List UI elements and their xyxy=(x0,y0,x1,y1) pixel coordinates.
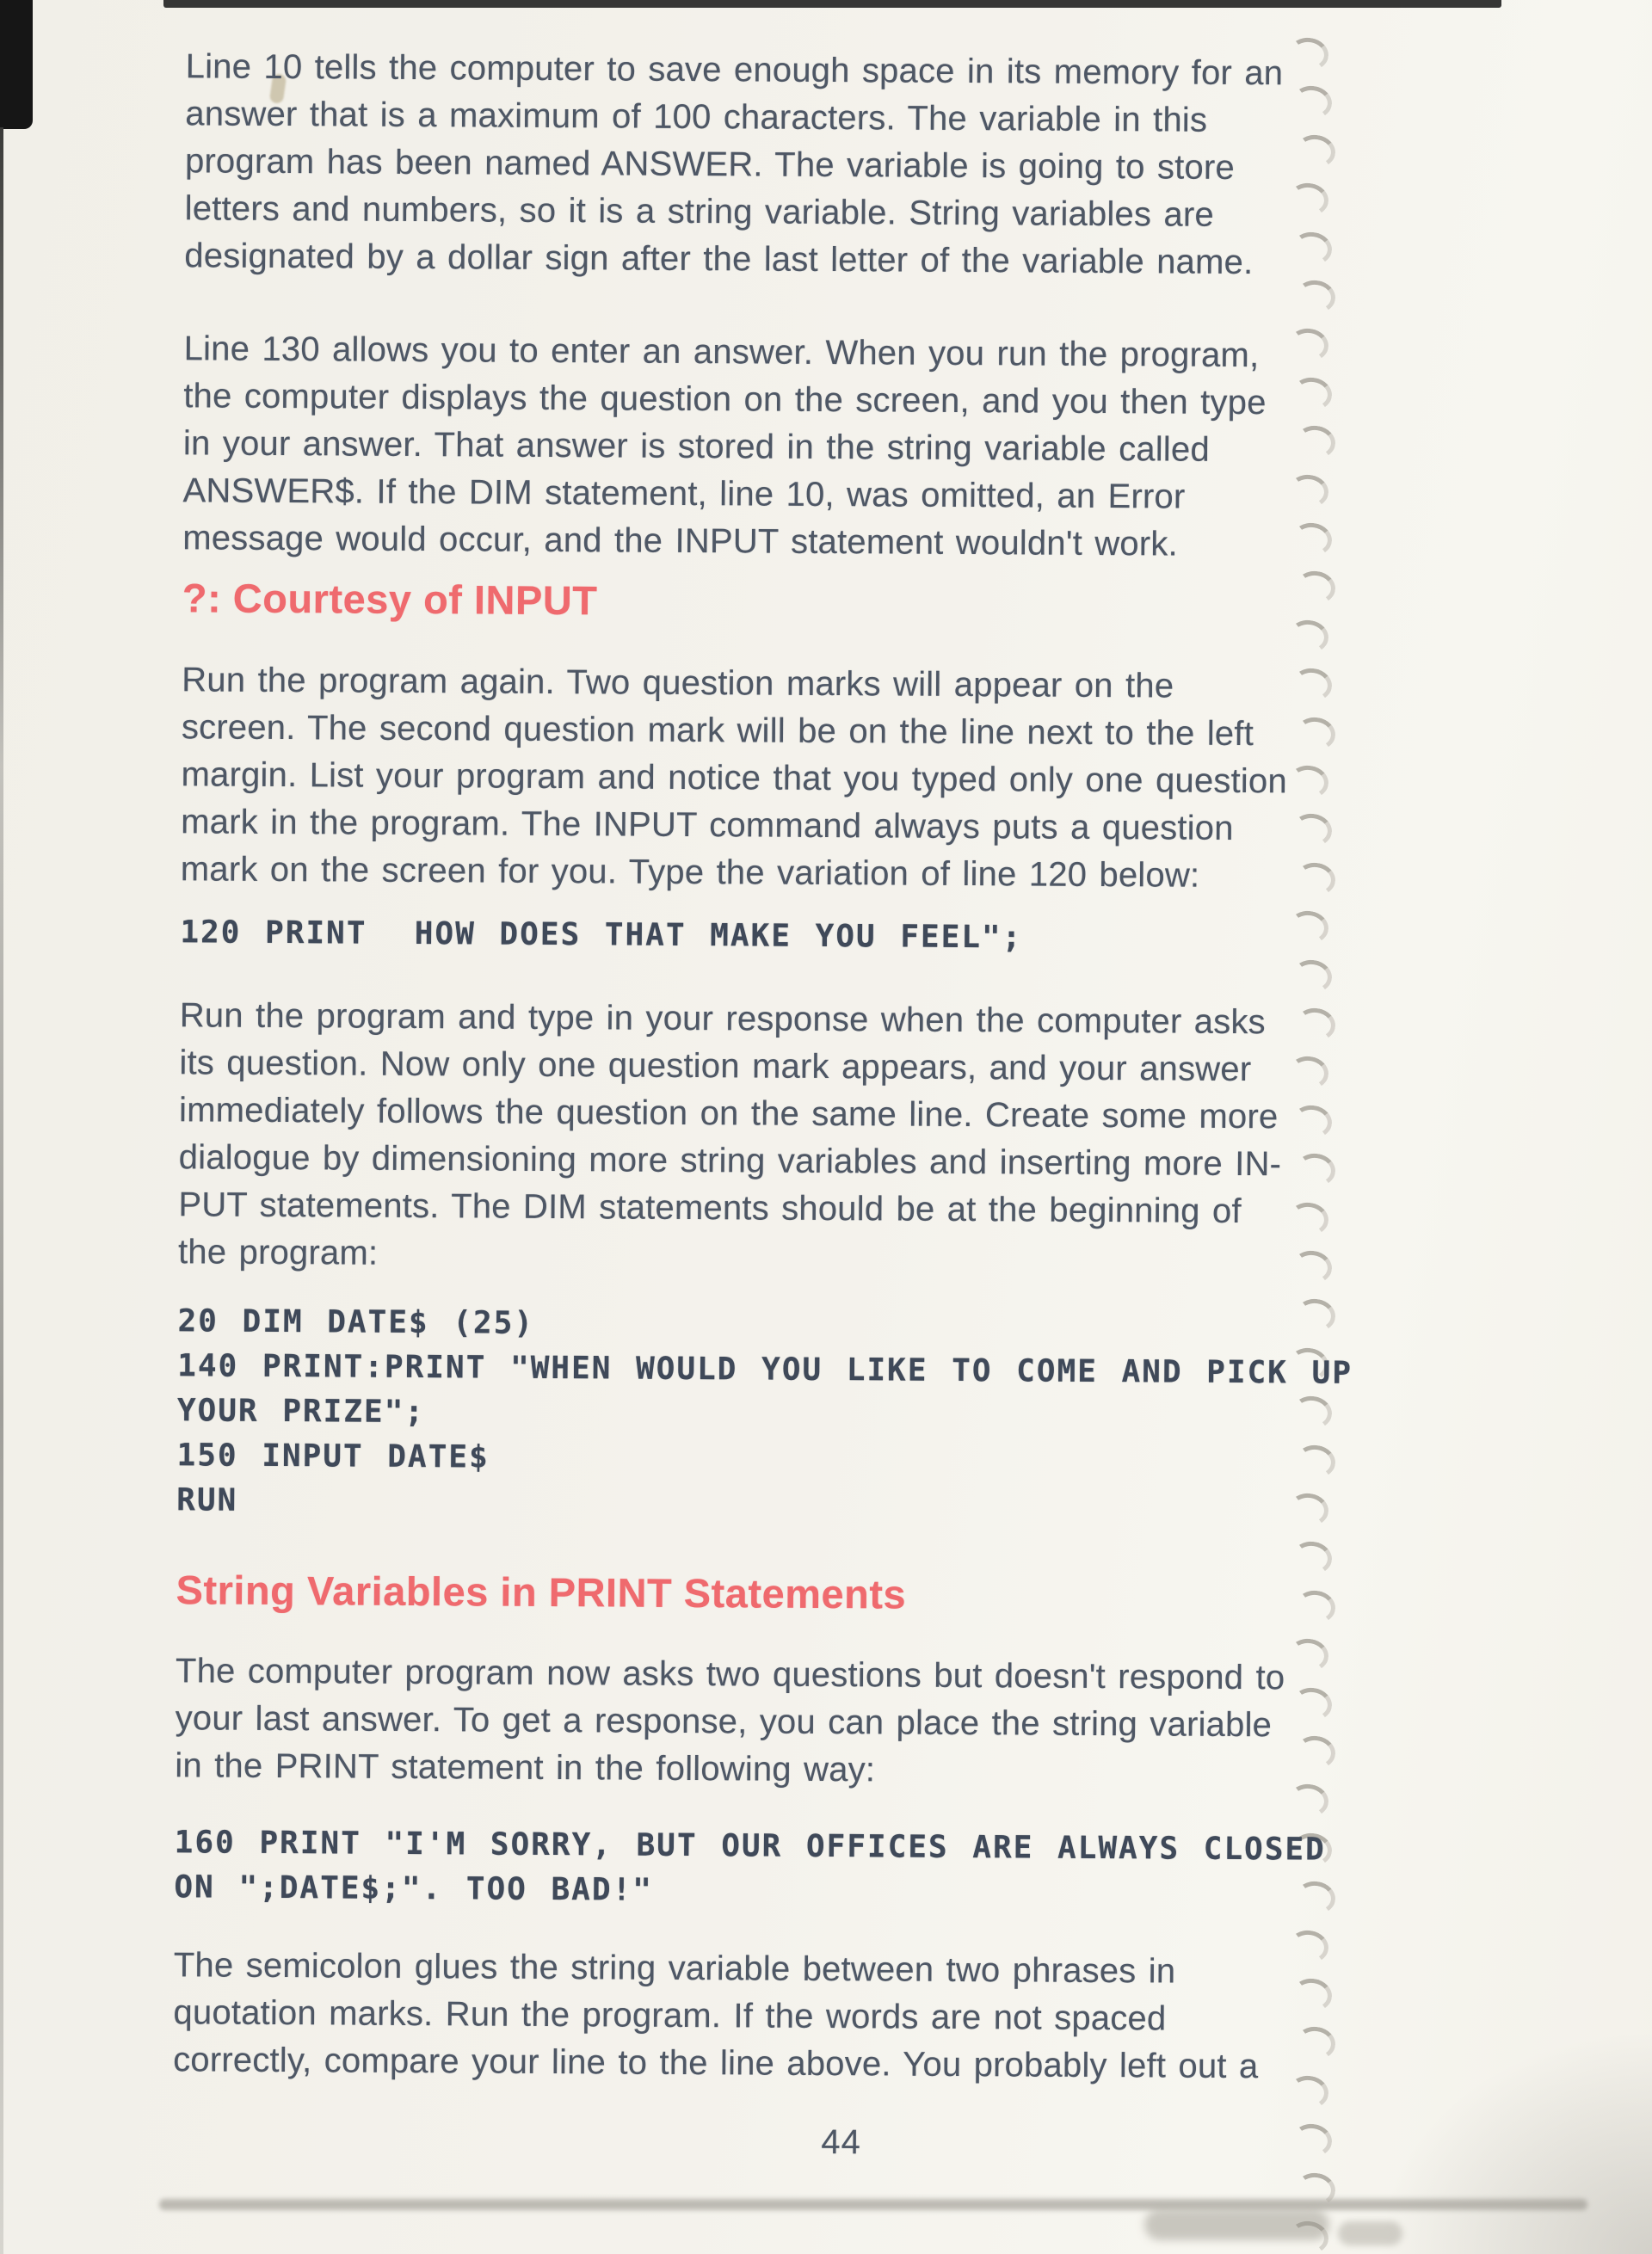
paragraph-line: quotation marks. Run the program. If the words are not spaced xyxy=(173,1993,1167,2038)
code-line: 120 PRINT HOW DOES THAT MAKE YOU FEEL"; xyxy=(180,915,1023,956)
paragraph-line: Line 10 tells the computer to save enough space in its memory for an xyxy=(185,47,1284,93)
paragraph-input-statement xyxy=(182,325,1267,569)
paragraph-line: The semicolon glues the string variable between two phrases in xyxy=(173,1946,1176,1991)
paragraph-line: its question. Now only one question mark appears, and your answer xyxy=(179,1044,1252,1089)
code-line: YOUR PRIZE"; xyxy=(176,1393,426,1431)
paragraph-line: mark in the program. The INPUT command always puts a question xyxy=(181,803,1234,847)
code-line: 20 DIM DATE$ (25) xyxy=(177,1303,535,1341)
paragraph-line: Run the program again. Two question marks will appear on the xyxy=(182,661,1174,705)
basic-code-line-120 xyxy=(180,910,1022,960)
code-line: 160 PRINT "I'M SORRY, BUT OUR OFFICES ARE ALWAYS CLOSED xyxy=(174,1825,1326,1868)
section-heading-string-variables: String Variables in PRINT Statements xyxy=(176,1567,907,1617)
paragraph-line: Run the program and type in your response when the computer asks xyxy=(179,996,1266,1042)
paragraph-line: in the PRINT statement in the following way: xyxy=(175,1746,876,1789)
paragraph-line: immediately follows the question on the same line. Create some more xyxy=(178,1091,1279,1136)
paragraph-line: your last answer. To get a response, you can place the string variable xyxy=(175,1699,1273,1745)
paragraph-line: letters and numbers, so it is a string variable. String variables are xyxy=(184,189,1215,234)
paragraph-line: The computer program now asks two questions but doesn't respond to xyxy=(175,1652,1285,1697)
paragraph-line: answer that is a maximum of 100 characters. The variable in this xyxy=(185,95,1208,139)
paragraph-line: the program: xyxy=(177,1233,379,1272)
paragraph-question-marks xyxy=(181,656,1288,900)
paragraph-line: PUT statements. The DIM statements should be at the beginning of xyxy=(178,1186,1242,1231)
code-line: 140 PRINT:PRINT "WHEN WOULD YOU LIKE TO COME AND PICK UP xyxy=(177,1348,1353,1391)
paragraph-line: correctly, compare your line to the line above. You probably left out a xyxy=(173,2041,1259,2086)
basic-code-block-dim-dates xyxy=(176,1299,1353,1530)
paragraph-line: program has been named ANSWER. The variable is going to store xyxy=(184,142,1236,187)
code-line: ON ";DATE$;". TOO BAD!" xyxy=(174,1869,654,1908)
paragraph-line: margin. List your program and notice that you typed only one question xyxy=(181,755,1288,801)
code-line: RUN xyxy=(176,1482,238,1518)
paragraph-line: ANSWER$. If the DIM statement, line 10, was omitted, an Error xyxy=(182,471,1186,516)
paragraph-line: dialogue by dimensioning more string variables and inserting more IN- xyxy=(178,1138,1282,1184)
paragraph-line: designated by a dollar sign after the last letter of the variable name. xyxy=(184,237,1254,282)
paragraph-run-program xyxy=(178,992,1282,1283)
paragraph-two-questions xyxy=(175,1647,1285,1796)
paragraph-semicolon xyxy=(173,1942,1259,2091)
paragraph-line: message would occur, and the INPUT statement wouldn't work. xyxy=(182,519,1178,564)
page-number: 44 xyxy=(821,2122,861,2162)
paragraph-dim-statement xyxy=(184,43,1283,286)
basic-code-block-print-sorry xyxy=(174,1820,1326,1916)
paragraph-line: the computer displays the question on the screen, and you then type xyxy=(183,377,1267,422)
paragraph-line: mark on the screen for you. Type the variation of line 120 below: xyxy=(180,850,1200,895)
code-line: 150 INPUT DATE$ xyxy=(176,1438,490,1475)
paragraph-line: screen. The second question mark will be on the line next to the left xyxy=(181,708,1254,754)
paragraph-line: in your answer. That answer is stored in the string variable called xyxy=(182,424,1210,469)
paragraph-line: Line 130 allows you to enter an answer. When you run the program, xyxy=(183,329,1260,375)
section-heading-courtesy-of-input: ?: Courtesy of INPUT xyxy=(182,575,598,624)
